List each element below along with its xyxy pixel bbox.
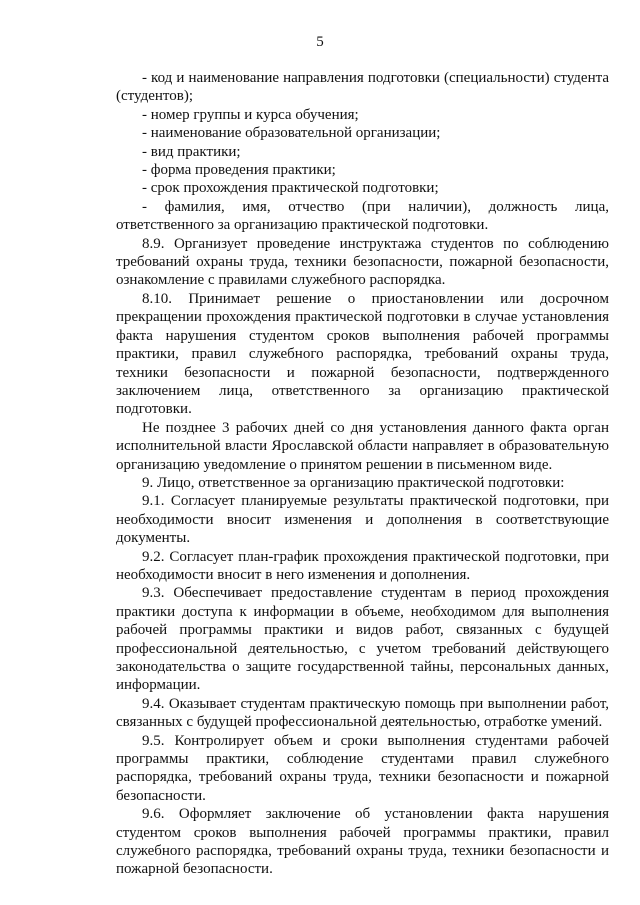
- clause-9-3: 9.3. Обеспечивает предоставление студентам в период прохождения практики доступа к информации в объеме, необходимом для выполнения рабочей программы практики и видов работ, связанных с будущей профессиональной деятельностью, с учетом требований действующего законодательства о защите государственной тайны, персональных данных, информации.: [116, 585, 609, 694]
- clause-9-5: 9.5. Контролирует объем и сроки выполнения студентами рабочей программы практики, соблюдение студентами правил служебного распорядка, требований охраны труда, техники безопасности и пожарной безопасности.: [116, 732, 609, 804]
- list-item-practice-type: - вид практики;: [142, 143, 241, 160]
- list-item-direction-code: - код и наименование направления подготовки (специальности) студента (студентов);: [116, 70, 609, 105]
- clause-9-4: 9.4. Оказывает студентам практическую помощь при выполнении работ, связанных с будущей профессиональной деятельностью, отработке умений.: [116, 695, 609, 731]
- document-body: [116, 69, 609, 879]
- clause-9-2: 9.2. Согласует план-график прохождения практической подготовки, при необходимости вносит в него изменения и дополнения.: [116, 548, 609, 583]
- clause-8-10: 8.10. Принимает решение о приостановлении или досрочном прекращении прохождения практической подготовки в случае установления факта нарушения студентом сроков выполнения рабочей программы практики, правил служебного распорядка, требований охраны труда, техники безопасности и пожарной безопасности, подтвержденного заключением лица, ответственного за организацию практической подготовки.: [116, 290, 609, 418]
- page-number: 5: [316, 34, 324, 50]
- clause-9-6: 9.6. Оформляет заключение об установлении факта нарушения студентом сроков выполнения рабочей программы практики, правил служебного распорядка, требований охраны труда, техники безопасности и пожарной безопасности.: [116, 806, 609, 878]
- clause-9-1: 9.1. Согласует планируемые результаты практической подготовки, при необходимости вносит изменения и дополнения в соответствующие документы.: [116, 493, 609, 547]
- clause-8-9: 8.9. Организует проведение инструктажа студентов по соблюдению требований охраны труда, техники безопасности, пожарной безопасности, ознакомление с правилами служебного распорядка.: [116, 235, 609, 289]
- clause-9-heading: 9. Лицо, ответственное за организацию практической подготовки:: [142, 474, 565, 491]
- list-item-practice-form: - форма проведения практики;: [142, 162, 336, 179]
- notification-paragraph: Не позднее 3 рабочих дней со дня установления данного факта орган исполнительной власти Ярославской области направляет в образовательную организацию уведомление о принятом решении в письменном виде.: [116, 419, 609, 473]
- list-item-practice-term: - срок прохождения практической подготовки;: [142, 180, 439, 197]
- list-item-group-number: - номер группы и курса обучения;: [142, 106, 359, 123]
- list-item-organization-name: - наименование образовательной организации;: [142, 125, 441, 142]
- list-item-responsible-person: - фамилия, имя, отчество (при наличии), должность лица, ответственного за организацию практической подготовки.: [116, 198, 609, 234]
